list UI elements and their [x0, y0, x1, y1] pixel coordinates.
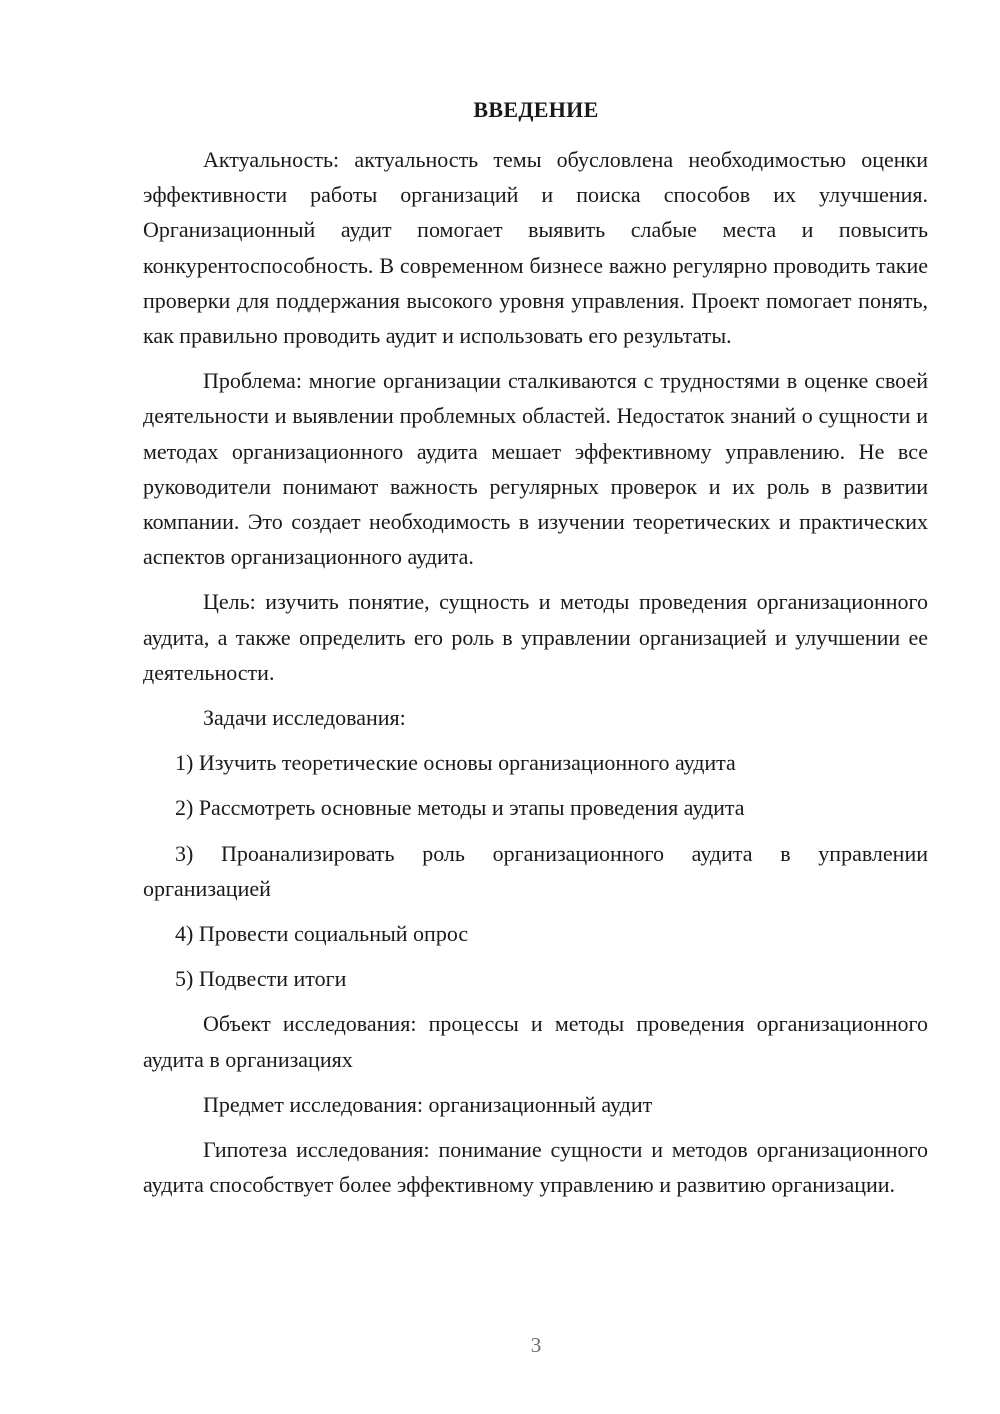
relevance-paragraph: Актуальность: актуальность темы обусловлена необходимостью оценки эффективности работы организаций и поиска способов их улучшения. Организационный аудит помогает выявить слабые места и повысить конкурентоспособность. В современном бизнесе важно регулярно проводить такие проверки для поддержания высокого уровня управления. Проект помогает понять, как правильно проводить аудит и использовать его результаты. [143, 147, 928, 349]
page-number: 3 [530, 1333, 542, 1357]
object-paragraph: Объект исследования: процессы и методы проведения организационного аудита в организациях [143, 1011, 928, 1072]
task-item-2: 2) Рассмотреть основные методы и этапы проведения аудита [175, 795, 745, 821]
page-title: ВВЕДЕНИЕ [473, 97, 599, 122]
subject-paragraph: Предмет исследования: организационный аудит [203, 1091, 653, 1117]
document-body [143, 142, 928, 1212]
tasks-heading: Задачи исследования: [203, 705, 406, 731]
task-item-5: 5) Подвести итоги [175, 966, 347, 992]
goal-paragraph: Цель: изучить понятие, сущность и методы проведения организационного аудита, а также определить его роль в управлении организацией и улучшении ее деятельности. [143, 589, 928, 685]
task-item-3: 3) Проанализировать роль организационного аудита в управлении организацией [143, 840, 928, 901]
task-item-1: 1) Изучить теоретические основы организационного аудита [175, 750, 736, 776]
task-item-4: 4) Провести социальный опрос [175, 921, 469, 947]
hypothesis-paragraph: Гипотеза исследования: понимание сущности и методов организационного аудита способствует более эффективному управлению и развитию организации. [143, 1137, 928, 1198]
problem-paragraph: Проблема: многие организации сталкиваются с трудностями в оценке своей деятельности и выявлении проблемных областей. Недостаток знаний о сущности и методах организационного аудита мешает эффективному управлению. Не все руководители понимают важность регулярных проверок и их роль в развитии компании. Это создает необходимость в изучении теоретических и практических аспектов организационного аудита. [143, 368, 928, 570]
